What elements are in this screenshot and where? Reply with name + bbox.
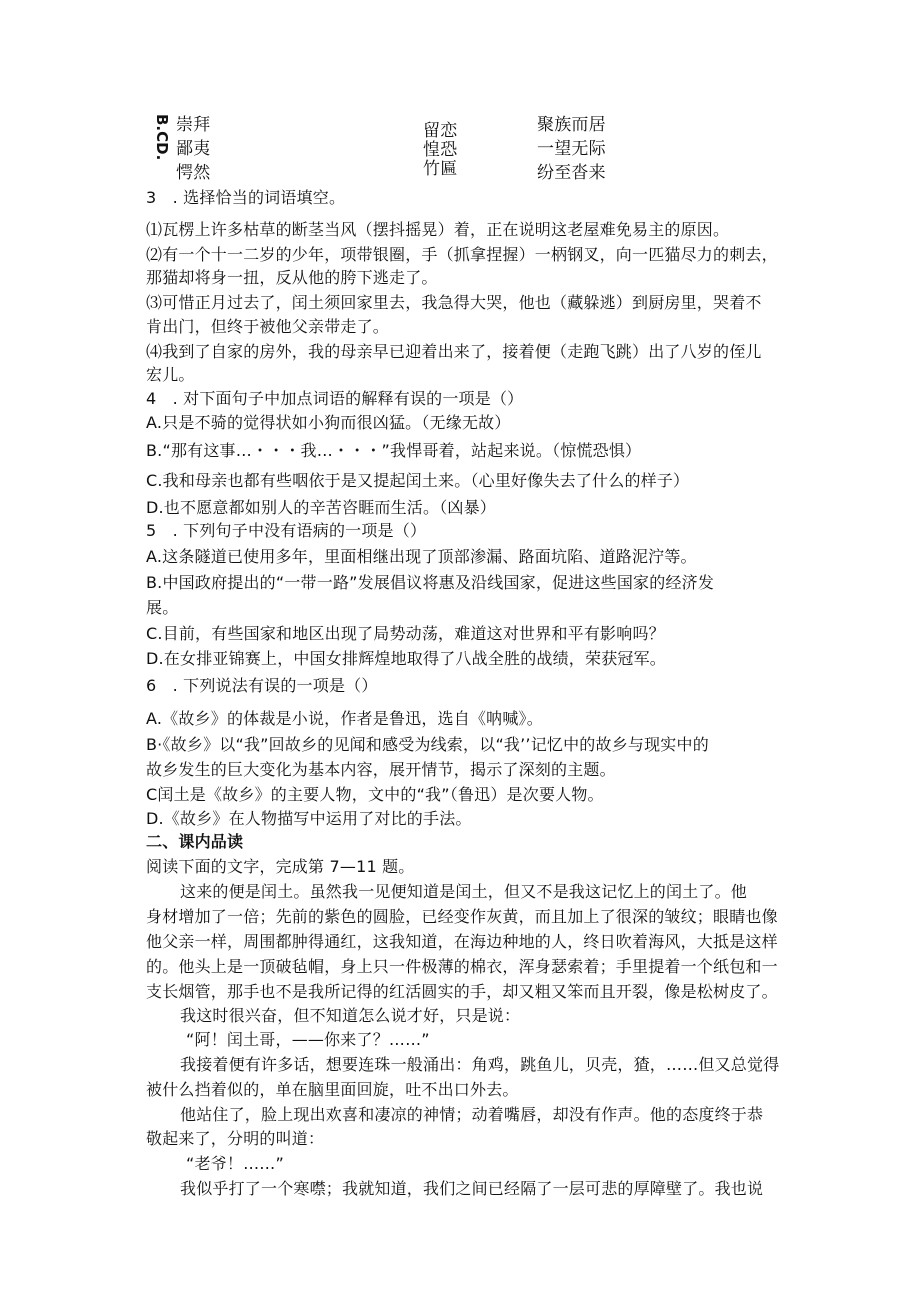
option-word: 愕然 [176,163,211,183]
passage-line: 他父亲一样，周围都肿得通红，这我知道，在海边种地的人，终日吹着海风，大抵是这样 [146,932,778,951]
passage-line: 这来的便是闰土。虽然我一见便知道是闰土，但又不是我这记忆上的闰土了。他 [180,882,748,901]
passage-line: 敬起来了，分明的叫道： [146,1129,325,1148]
passage-line: 身材增加了一倍；先前的紫色的圆脸，已经变作灰黄，而且加上了很深的皱纹；眼睛也像 [146,907,778,926]
option-word: 一望无际 [537,139,606,159]
question-6-line: A.《故乡》的体裁是小说，作者是鲁迅，选自《呐喊》。 [146,709,543,728]
passage-line: 的。他头上是一顶破毡帽，身上只一件极薄的棉衣，浑身瑟索着；手里提着一个纸包和一 [146,957,778,976]
question-3-line: ⑶可惜正月过去了，闰土须回家里去，我急得大哭，他也（藏躲逃）到厨房里，哭着不 [146,293,762,312]
question-3-line: ⑷我到了自家的房外，我的母亲早已迎着出来了，接着便（走跑飞跳）出了八岁的侄儿 [146,342,762,361]
option-word: 惶恐 [423,140,458,160]
question-6-line: B·《故乡》以“我”回故乡的见闻和感受为线索，以“我’’记忆中的故乡与现实中的 [146,735,709,754]
option-word: 鄙夷 [176,139,211,159]
bcd-label-text: B.CD. [153,114,171,161]
passage-line: 我接着便有许多话，想要连珠一般涌出：角鸡，跳鱼儿，贝壳，猹，……但又总觉得 [180,1055,780,1074]
question-6-line: C闰土是《故乡》的主要人物，文中的“我”（鲁迅）是次要人物。 [146,785,604,804]
question-5-line: 展。 [146,598,179,617]
option-word: 竹匾 [423,159,458,179]
section-instruction: 阅读下面的文字，完成第 7—11 题。 [146,857,415,876]
question-3-line: ⑵有一个十一二岁的少年，项带银圈，手（抓拿捏握）一柄钢叉，向一匹猫尽力的刺去， [146,245,778,264]
question-4-option: B.“那有这事…・・・我…・・・”我悍哥着，站起来说。（惊慌恐惧） [146,441,642,460]
option-word: 聚族而居 [537,115,606,135]
question-6-title: 6 . 下列说法有误的一项是（） [146,676,378,695]
question-6-line: 故乡发生的巨大变化为基本内容，展开情节，揭示了深刻的主题。 [146,760,616,779]
question-4-title: 4 . 对下面句子中加点词语的解释有误的一项是（） [146,389,524,408]
question-5-line: B.中国政府提出的“一带一路”发展倡议将惠及沿线国家，促进这些国家的经济发 [146,573,715,592]
passage-line: 他站住了，脸上现出欢喜和凄凉的神情；动着嘴唇，却没有作声。他的态度终于恭 [180,1105,764,1124]
option-word: 纷至沓来 [537,163,606,183]
passage-line: 被什么挡着似的，单在脑里面回旋，吐不出口外去。 [146,1080,519,1099]
question-3-line: ⑴瓦楞上许多枯草的断茎当风（摆抖摇晃）着，正在说明这老屋难免易主的原因。 [146,220,730,239]
passage-line: “老爷！……” [186,1154,284,1173]
question-5-title: 5 . 下列句子中没有语病的一项是（） [146,521,427,540]
question-3-title: 3 . 选择恰当的词语填空。 [146,188,346,207]
passage-line: 我这时很兴奋，但不知道怎么说才好，只是说： [180,1006,521,1025]
question-3-line: 肯出门，但终于被他父亲带走了。 [146,317,390,336]
section-heading: 二、课内品读 [146,832,244,851]
question-4-option: D.也不愿意都如别人的辛苦咨睚而生活。（凶暴） [146,498,497,517]
passage-line: 支长烟管，那手也不是我所记得的红活圆实的手，却又粗又笨而且开裂，像是松树皮了。 [146,982,778,1001]
option-word: 留恋 [423,121,458,141]
question-4-option: C.我和母亲也都有些咽依于是又提起闰土来。（心里好像失去了什么的样子） [146,471,690,490]
options-bcd-label [152,114,174,164]
option-word: 崇拜 [176,115,211,135]
question-4-option: A.只是不骑的觉得状如小狗而很凶猛。（无缘无故） [146,413,511,432]
question-3-line: 那猫却将身一扭，反从他的胯下逃走了。 [146,268,438,287]
question-5-line: D.在女排亚锦赛上，中国女排辉煌地取得了八战全胜的战绩，荣获冠军。 [146,649,667,668]
question-5-line: A.这条隧道已使用多年，里面相继出现了顶部渗漏、路面坑陷、道路泥泞等。 [146,547,697,566]
question-3-line: 宏儿。 [146,365,195,384]
question-5-line: C.目前，有些国家和地区出现了局势动荡，难道这对世界和平有影响吗？ [146,624,665,643]
question-6-line: D.《故乡》在人物描写中运用了对比的手法。 [146,809,472,828]
passage-line: 我似乎打了一个寒噤；我就知道，我们之间已经隔了一层可悲的厚障壁了。我也说 [180,1179,764,1198]
passage-line: “阿！闰土哥，——你来了？……” [186,1030,430,1049]
